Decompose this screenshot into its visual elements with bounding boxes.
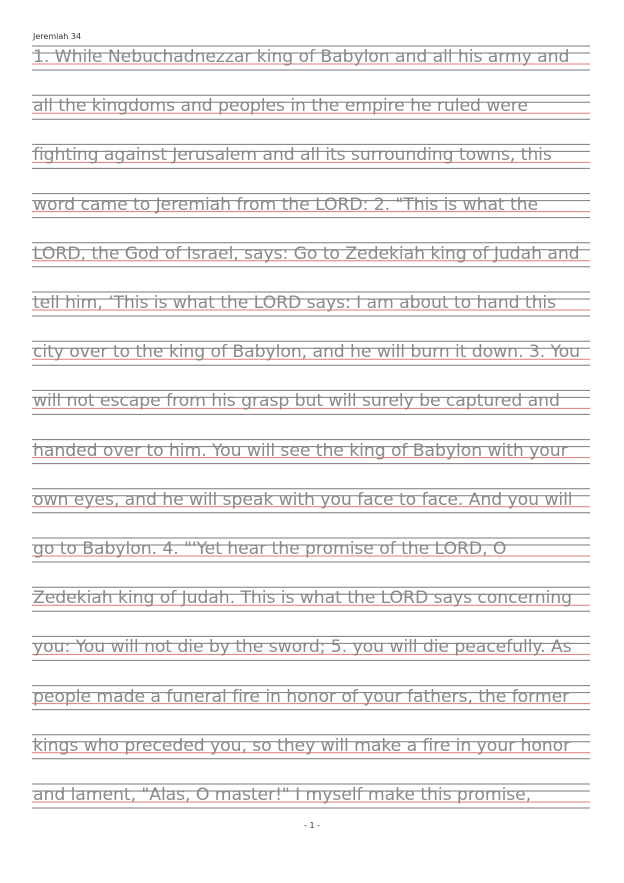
tracing-text-line: 1. While Nebuchadnezzar king of Babylon and all his army and (33, 47, 570, 67)
tracing-text-line: LORD, the God of Israel, says: Go to Zedekiah king of Judah and (33, 243, 580, 264)
tracing-text-line: go to Babylon. 4. "'Yet hear the promise of the LORD, O (33, 539, 507, 559)
tracing-text-line: kings who preceded you, so they will make a fire in your honor (33, 735, 571, 756)
tracing-text-line: handed over to him. You will see the king of Babylon with your (33, 440, 568, 461)
tracing-text-line: all the kingdoms and peoples in the empire he ruled were (33, 96, 528, 117)
tracing-text-line: people made a funeral fire in honor of your fathers, the former (33, 686, 570, 707)
tracing-text-line: fighting against Jerusalem and all its surrounding towns, this (33, 145, 552, 166)
tracing-text-line: will not escape from his grasp but will surely be captured and (33, 391, 560, 412)
tracing-text-line: word came to Jeremiah from the LORD: 2. "This is what the (33, 194, 539, 215)
tracing-text-line: tell him, ‘This is what the LORD says: I am about to hand this (33, 293, 557, 313)
page-title: Jeremiah 34 (33, 32, 82, 41)
tracing-text-line: own eyes, and he will speak with you face to face. And you will (33, 489, 573, 510)
tracing-text-line: Zedekiah king of Judah. This is what the LORD says concerning (33, 588, 573, 609)
tracing-text-line: you: You will not die by the sword; 5. you will die peacefully. As (33, 637, 572, 658)
tracing-text-line: and lament, "Alas, O master!" I myself make this promise, (33, 785, 532, 805)
tracing-text-line: city over to the king of Babylon, and he will burn it down. 3. You (33, 342, 580, 363)
page-number: - 1 - (304, 821, 320, 830)
